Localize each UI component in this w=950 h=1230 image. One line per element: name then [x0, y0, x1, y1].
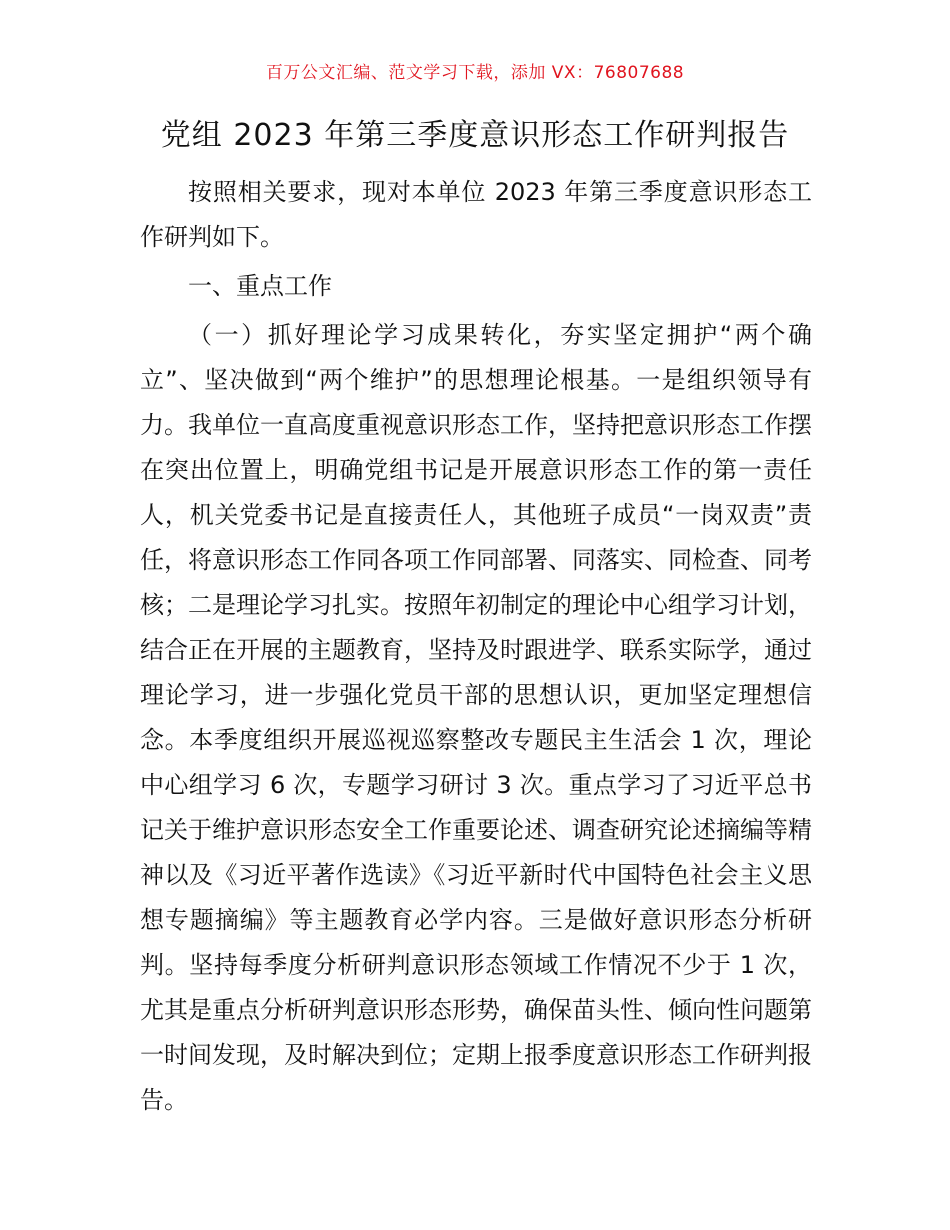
document-title: 党组 2023 年第三季度意识形态工作研判报告 — [160, 118, 790, 153]
subsection-theory-study-paragraph: （一）抓好理论学习成果转化，夯实坚定拥护“两个确立”、坚决做到“两个维护”的思想理论根基。一是组织领导有力。我单位一直高度重视意识形态工作，坚持把意识形态工作摆在突出位置上，明确党组书记是开展意识形态工作的第一责任人，机关党委书记是直接责任人，其他班子成员“一岗双责”责任，将意识形态工作同各项工作同部署、同落实、同检查、同考核；二是理论学习扎实。按照年初制定的理论中心组学习计划，结合正在开展的主题教育，坚持及时跟进学、联系实际学，通过理论学习，进一步强化党员干部的思想认识，更加坚定理想信念。本季度组织开展巡视巡察整改专题民主生活会 1 次，理论中心组学习 6 次，专题学习研讨 3 次。重点学习了习近平总书记关于维护意识形态安全工作重要论述、调查研究论述摘编等精神以及《习近平著作选读》《习近平新时代中国特色社会主义思想专题摘编》等主题教育必学内容。三是做好意识形态分析研判。坚持每季度分析研判意识形态领域工作情况不少于 1 次，尤其是重点分析研判意识形态形势，确保苗头性、倾向性问题第一时间发现，及时解决到位；定期上报季度意识形态工作研判报告。 — [140, 321, 812, 1114]
section-heading-key-work: 一、重点工作 — [188, 272, 332, 300]
watermark-banner: 百万公文汇编、范文学习下载，添加 VX：76807688 — [265, 63, 685, 83]
document-body — [140, 170, 812, 1127]
intro-paragraph: 按照相关要求，现对本单位 2023 年第三季度意识形态工作研判如下。 — [140, 178, 812, 251]
